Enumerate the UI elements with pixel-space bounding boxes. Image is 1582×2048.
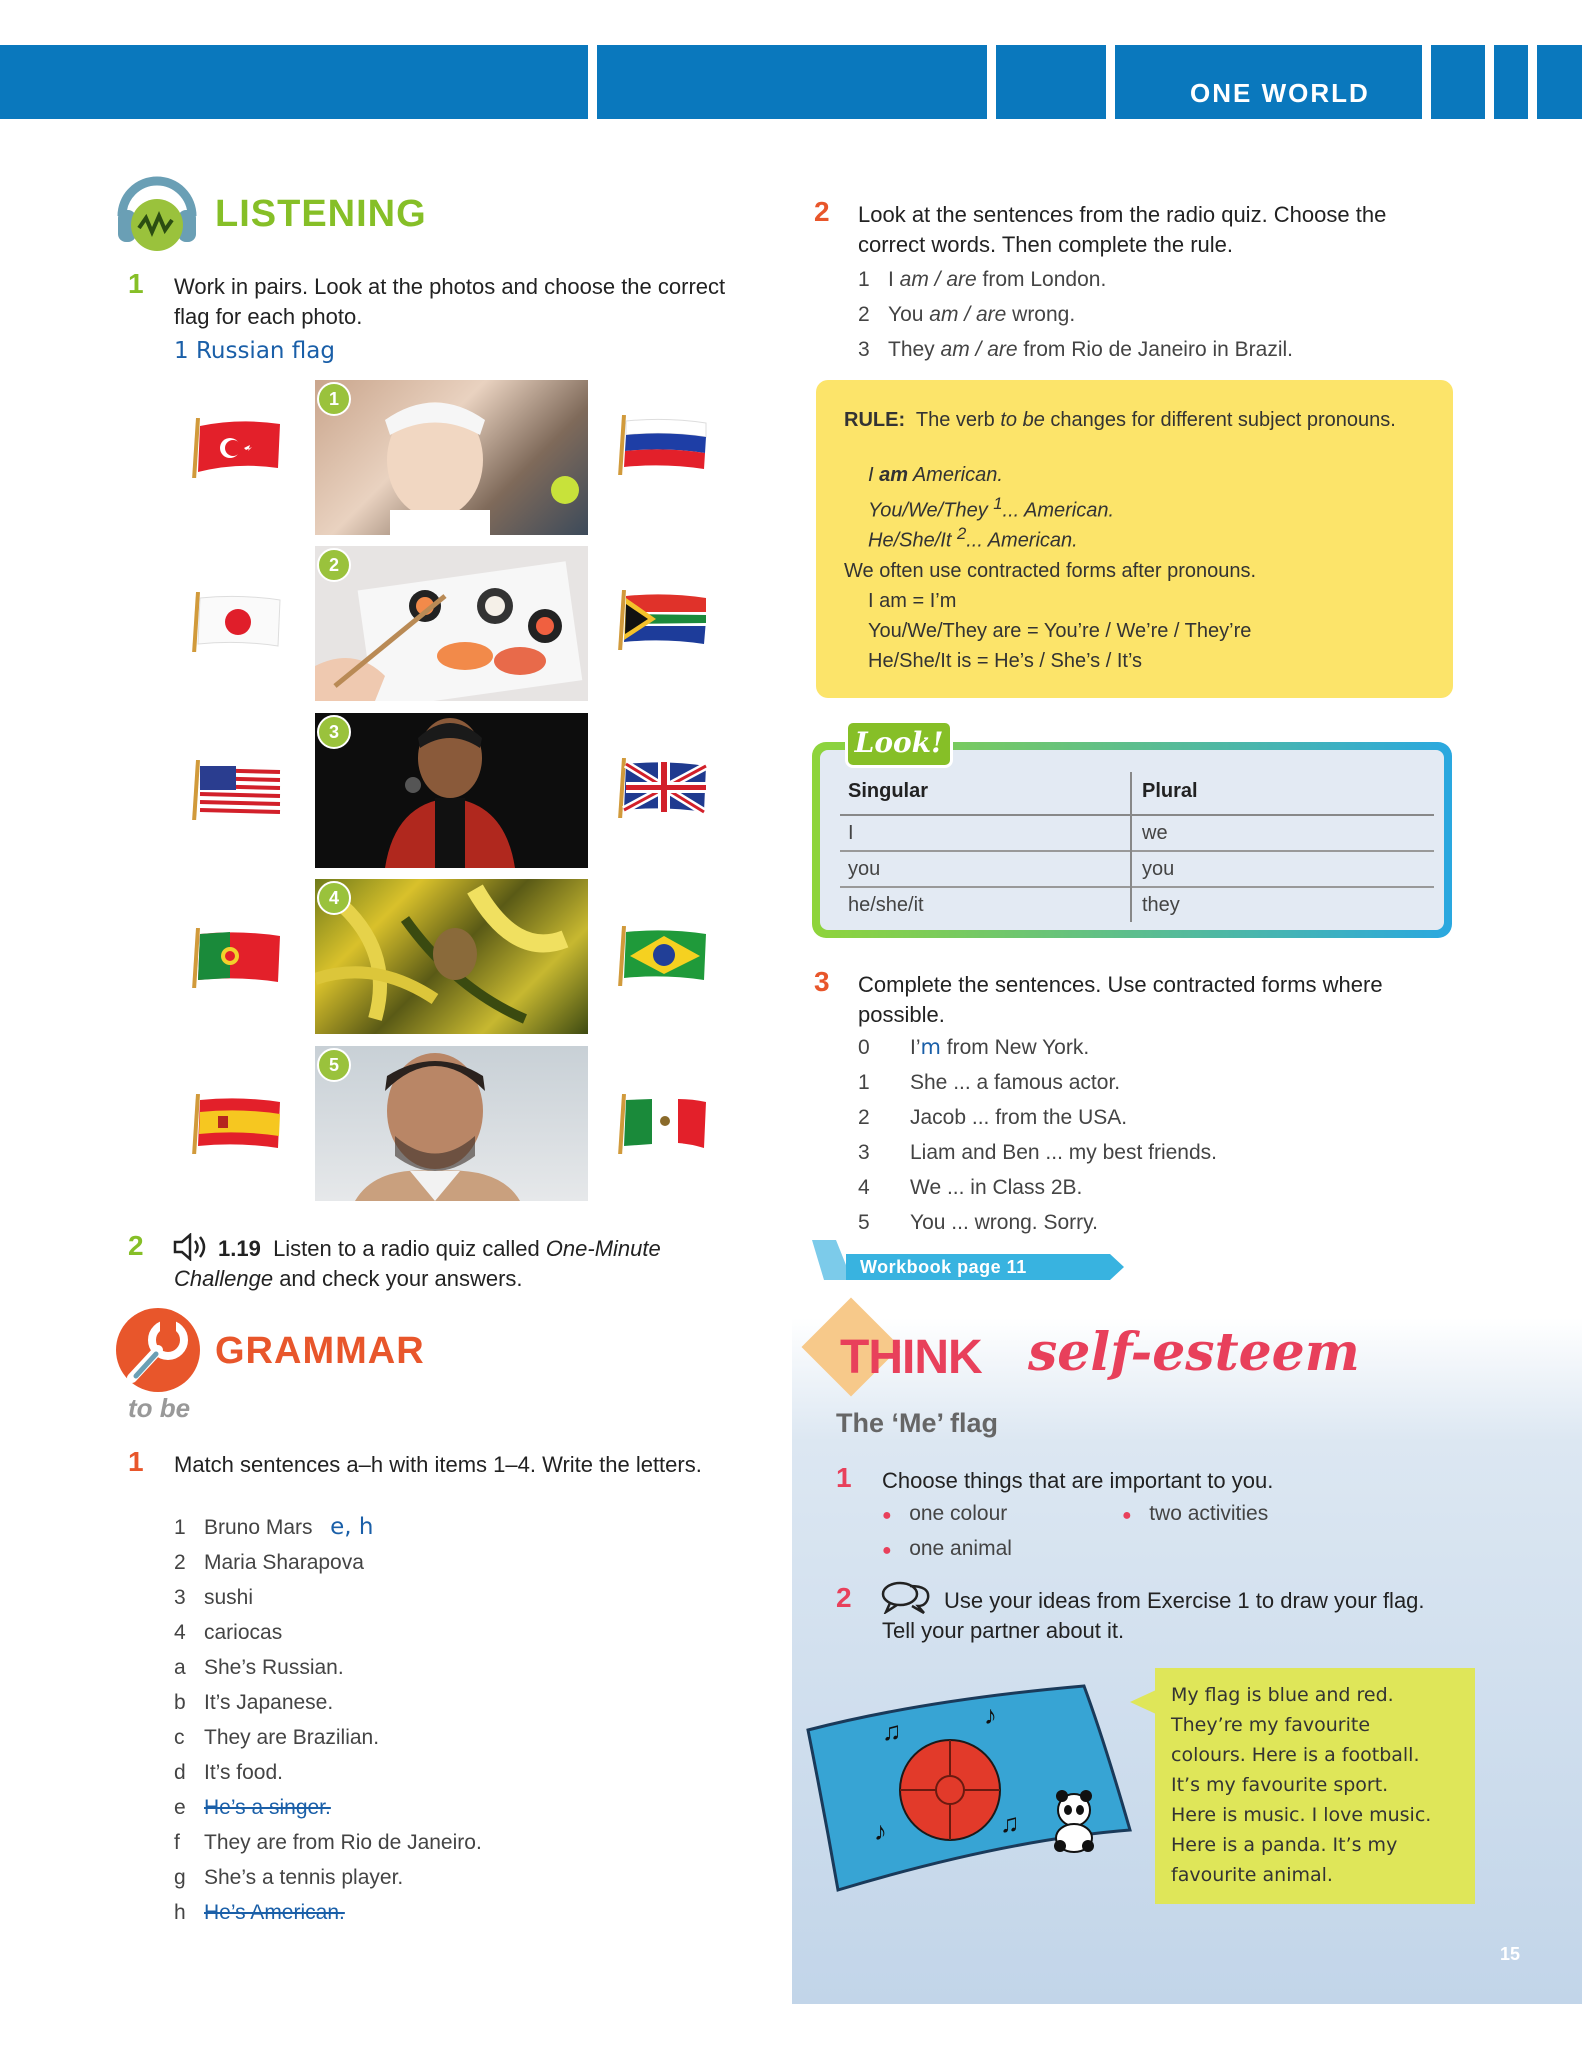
item-text: from Rio de Janeiro in Brazil. [1017, 338, 1294, 361]
table-cell: he/she/it [848, 894, 924, 916]
note-line: It’s my favourite sport. [1171, 1774, 1389, 1796]
item-text: wrong. [1006, 303, 1076, 326]
bullet-text: two activities [1149, 1502, 1269, 1525]
item-key: a [174, 1656, 186, 1679]
item-key: d [174, 1761, 186, 1784]
rule-label: RULE: [844, 409, 906, 431]
item-key: g [174, 1866, 186, 1889]
photo-number-1: 1 [317, 382, 351, 416]
bullet-icon: ● [882, 1542, 892, 1559]
item-key: 1 [858, 1071, 870, 1094]
rule-box [816, 380, 1453, 698]
header-bar-7 [1537, 45, 1582, 119]
list-item [174, 1510, 714, 1545]
rule-l1-a: I [868, 464, 880, 486]
listening-title: LISTENING [215, 193, 427, 235]
note-line: colours. Here is a football. [1171, 1744, 1420, 1766]
bullet-icon: ● [1122, 1507, 1132, 1524]
rule-l2-b: ... American. [1002, 499, 1115, 522]
bullet-item [882, 1496, 1007, 1533]
rule-contracted: We often use contracted forms after pronouns. [844, 560, 1257, 582]
south-africa-flag-icon [618, 590, 708, 650]
item-text: from London. [976, 268, 1107, 291]
header-bar-6 [1494, 45, 1528, 119]
header-title: ONE WORLD [1190, 78, 1370, 108]
workbook-link[interactable]: Workbook page 11 [846, 1254, 1110, 1280]
grammar-subtitle: to be [128, 1393, 191, 1423]
item-key: 2 [174, 1551, 186, 1574]
right-ex2-list [858, 262, 1293, 367]
rule-l1-c: American. [908, 464, 1003, 486]
rule-contracted-3: He/She/It is = He’s / She’s / It’s [868, 650, 1143, 672]
list-item [174, 1720, 714, 1755]
bullet-text: one colour [909, 1502, 1008, 1525]
brazil-flag-icon [618, 926, 708, 986]
item-text: cariocas [204, 1621, 283, 1644]
photo-number-2: 2 [317, 548, 351, 582]
item-text: Liam and Ben ... my best friends. [910, 1141, 1217, 1164]
spain-flag-icon [192, 1094, 282, 1154]
item-text: They are from Rio de Janeiro. [204, 1831, 482, 1854]
rule-text-a: The verb [915, 409, 1001, 431]
item-text: They are Brazilian. [204, 1726, 380, 1749]
list-item [174, 1545, 714, 1580]
speech-note [1155, 1668, 1475, 1904]
item-text: I’ [910, 1036, 921, 1059]
table-cell: they [1142, 894, 1180, 916]
table-divider [840, 814, 1434, 816]
item-key: c [174, 1726, 185, 1749]
svg-text:♫: ♫ [1000, 1808, 1020, 1838]
item-key: b [174, 1691, 186, 1714]
list-item [174, 1860, 714, 1895]
rule-line-2 [868, 494, 1114, 523]
item-text: from New York. [940, 1036, 1090, 1059]
item-text: She ... a famous actor. [910, 1071, 1121, 1094]
item-text: You ... wrong. Sorry. [910, 1211, 1098, 1234]
ex2-text-b: and check your answers. [273, 1266, 523, 1291]
ex3-number: 3 [814, 966, 830, 997]
item-answer: e, h [330, 1514, 374, 1540]
item-key: 3 [174, 1586, 186, 1609]
workbook-ribbon-arrow [1110, 1254, 1124, 1280]
list-item [858, 262, 1293, 297]
item-text-struck: He’s American. [204, 1901, 345, 1924]
grammar-ex1-number: 1 [128, 1446, 144, 1477]
note-line: favourite animal. [1171, 1864, 1333, 1886]
list-item [858, 1065, 1217, 1100]
portugal-flag-icon [192, 928, 282, 988]
table-cell: we [1142, 822, 1168, 844]
item-choice: am / are [929, 303, 1007, 326]
photo-singer [315, 713, 588, 868]
list-item [858, 1205, 1217, 1240]
list-item [174, 1615, 714, 1650]
table-divider [840, 886, 1434, 888]
list-item [858, 297, 1293, 332]
header-bar-2 [597, 45, 987, 119]
item-key: 3 [858, 1141, 870, 1164]
item-key: 3 [858, 338, 870, 361]
item-key: 4 [174, 1621, 186, 1644]
rule-contracted-2: You/We/They are = You’re / We’re / They’re [868, 620, 1252, 642]
rule-l2-sup: 1 [993, 494, 1003, 513]
item-text: She’s Russian. [204, 1656, 344, 1679]
right-ex2-instruction: Look at the sentences from the radio quiz. Choose the correct words. Then complete the rule. [858, 202, 1387, 257]
item-text: Maria Sharapova [204, 1551, 364, 1574]
rule-l2-a: You/We/They [868, 499, 994, 522]
bullet-text: one animal [909, 1537, 1012, 1560]
note-pointer [1130, 1690, 1156, 1714]
track-number: 1.19 [218, 1236, 261, 1261]
item-key: 2 [858, 1106, 870, 1129]
wrench-icon [116, 1308, 200, 1392]
think-ex1-number: 1 [836, 1462, 852, 1493]
note-line: They’re my favourite [1171, 1714, 1371, 1736]
ex3-instruction: Complete the sentences. Use contracted forms where possible. [858, 972, 1383, 1027]
item-key: 4 [858, 1176, 870, 1199]
photo-sushi [315, 546, 588, 701]
ex2-text-a: Listen to a radio quiz called [273, 1236, 546, 1261]
listening-ex1-answer: 1 Russian flag [174, 338, 335, 364]
item-key: 1 [174, 1516, 186, 1539]
header-bar-5 [1431, 45, 1485, 119]
rule-line-1 [868, 464, 1003, 487]
grammar-list [174, 1510, 714, 1930]
item-text: It’s Japanese. [204, 1691, 334, 1714]
table-cell: I [848, 822, 854, 844]
photo-number-5: 5 [317, 1048, 351, 1082]
rule-text-b: changes for different subject pronouns. [1044, 409, 1396, 431]
header-bar-3 [996, 45, 1106, 119]
bullet-item [882, 1531, 1012, 1568]
item-key: 1 [858, 268, 870, 291]
rule-text-i: to be [1000, 409, 1045, 431]
mexico-flag-icon [618, 1094, 708, 1154]
photo-number-4: 4 [317, 881, 351, 915]
photo-tennis-player [315, 380, 588, 535]
svg-text:♪: ♪ [874, 1816, 887, 1846]
photo-number-3: 3 [317, 715, 351, 749]
think-ex1-instruction: Choose things that are important to you. [882, 1468, 1274, 1493]
rule-l3-a: He/She/It [868, 529, 957, 552]
item-key: e [174, 1796, 186, 1819]
table-cell: you [848, 858, 881, 880]
look-box [812, 742, 1452, 938]
look-table [820, 750, 1444, 930]
turkey-flag-icon [192, 418, 282, 478]
page-number: 15 [1500, 1944, 1521, 1964]
list-item [858, 1170, 1217, 1205]
photo-actor [315, 1046, 588, 1201]
grammar-title: GRAMMAR [215, 1330, 425, 1372]
list-item [174, 1650, 714, 1685]
item-key: h [174, 1901, 186, 1924]
bullet-item [1122, 1496, 1268, 1533]
item-text: I [888, 268, 900, 291]
listening-ex1-number: 1 [128, 268, 144, 299]
item-key: 2 [858, 303, 870, 326]
list-item [174, 1790, 714, 1825]
list-item [174, 1755, 714, 1790]
item-text: It’s food. [204, 1761, 283, 1784]
note-line: Here is music. I love music. [1171, 1804, 1432, 1826]
rule-l1-b: am [879, 464, 909, 486]
headphones-icon [112, 170, 196, 254]
think-ex2-instruction: Use your ideas from Exercise 1 to draw your flag. Tell your partner about it. [882, 1588, 1425, 1643]
think-ex2-number: 2 [836, 1582, 852, 1613]
listening-ex2-number: 2 [128, 1230, 144, 1261]
note-line: Here is a panda. It’s my [1171, 1834, 1398, 1856]
item-text: You [888, 303, 930, 326]
item-text-struck: He’s a singer. [204, 1796, 331, 1819]
list-item [174, 1580, 714, 1615]
svg-text:♫: ♫ [882, 1716, 902, 1746]
item-answer: m [920, 1035, 941, 1059]
item-key: 5 [858, 1211, 870, 1234]
rule-contracted-1: I am = I’m [868, 590, 957, 612]
item-key: 0 [858, 1036, 870, 1059]
rule-l3-b: ... American. [966, 529, 1078, 552]
think-title: THINK [840, 1331, 982, 1384]
listening-ex1-instruction: Work in pairs. Look at the photos and choose the correct flag for each photo. [174, 274, 726, 329]
uk-flag-icon [618, 758, 708, 818]
rule-line-3 [868, 524, 1078, 553]
svg-text:♪: ♪ [984, 1700, 997, 1730]
photo-carnival [315, 879, 588, 1034]
right-ex2-number: 2 [814, 196, 830, 227]
list-item [174, 1895, 714, 1930]
table-divider [840, 850, 1434, 852]
look-badge: Look! [845, 720, 953, 768]
list-item [858, 1030, 1217, 1065]
item-choice: am / are [899, 268, 977, 291]
bullet-icon: ● [882, 1507, 892, 1524]
item-text: sushi [204, 1586, 254, 1609]
russia-flag-icon [618, 415, 708, 475]
list-item [174, 1685, 714, 1720]
rule-l3-sup: 2 [956, 524, 967, 543]
item-text: We ... in Class 2B. [910, 1176, 1083, 1199]
listening-ex2-instruction [174, 1234, 754, 1294]
usa-flag-icon [192, 760, 282, 820]
japan-flag-icon [192, 592, 282, 652]
table-cell: you [1142, 858, 1175, 880]
list-item [858, 1100, 1217, 1135]
grammar-ex1-instruction: Match sentences a–h with items 1–4. Write the letters. [174, 1452, 702, 1477]
list-item [858, 1135, 1217, 1170]
rule-text [844, 406, 1434, 434]
table-header-plural: Plural [1142, 780, 1198, 802]
think-script-title: self-esteem [1028, 1322, 1360, 1383]
header-bar-1 [0, 45, 588, 119]
list-item [174, 1825, 714, 1860]
item-choice: am / are [940, 338, 1018, 361]
list-item [858, 332, 1293, 367]
ex3-list [858, 1030, 1217, 1240]
table-column-divider [1130, 772, 1132, 922]
item-text: Jacob ... from the USA. [910, 1106, 1128, 1129]
note-line: My flag is blue and red. [1171, 1684, 1394, 1706]
think-subtitle: The ‘Me’ flag [836, 1408, 999, 1438]
item-text: She’s a tennis player. [204, 1866, 404, 1889]
me-flag-illustration [804, 1680, 1134, 1905]
item-text: They [888, 338, 941, 361]
item-key: f [174, 1831, 180, 1854]
table-header-singular: Singular [848, 780, 929, 802]
item-text: Bruno Mars [204, 1516, 313, 1539]
ex2-text-italic: One-Minute Challenge [174, 1236, 661, 1291]
